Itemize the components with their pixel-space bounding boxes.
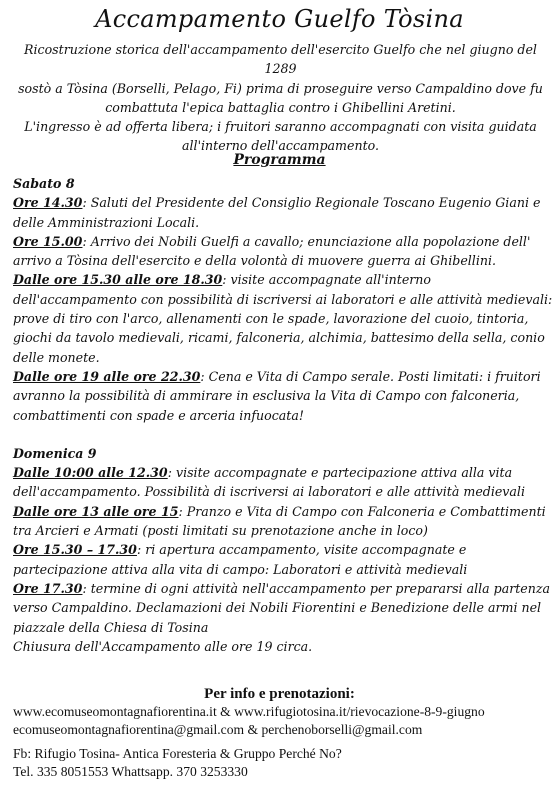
schedule-time: Dalle ore 19 alle ore 22.30 [13, 368, 201, 384]
program-body [13, 174, 553, 656]
schedule-item [13, 367, 553, 425]
schedule-time: Ore 15.30 – 17.30 [13, 542, 137, 558]
intro-line: all'interno dell'accampamento. [182, 138, 379, 154]
schedule-text: : ri apertura accampamento, visite accompagnate e partecipazione attiva alla vita di campo: Laboratori e attività medievali [13, 542, 468, 577]
info-links [13, 703, 558, 738]
facebook-line: Fb: Rifugio Tosina- Antica Foresteria & Gruppo Perché No? [13, 746, 342, 761]
schedule-text: : termine di ogni attività nell'accampamento per prepararsi alla partenza verso Campaldino. Declamazioni dei Nobili Fiorentini e Benedizione delle armi nel piazzale della Chiesa di Tosina [13, 580, 551, 635]
website-links[interactable]: www.ecomuseomontagnafiorentina.it & www.rifugiotosina.it/rievocazione-8-9-giugno [13, 704, 485, 719]
intro-paragraph [8, 40, 553, 156]
schedule-item [13, 540, 553, 579]
email-links[interactable]: ecomuseomontagnafiorentina@gmail.com & perchenoborselli@gmail.com [13, 721, 423, 737]
intro-line: combattuta l'epica battaglia contro i Ghibellini Aretini. [105, 99, 456, 115]
schedule-time: Dalle ore 15.30 alle ore 18.30 [13, 272, 223, 288]
intro-line: L'ingresso è ad offerta libera; i fruitori saranno accompagnati con visita guidata [24, 119, 537, 135]
schedule-item [13, 232, 553, 271]
schedule-item [13, 193, 553, 232]
schedule-text: : Cena e Vita di Campo serale. Posti limitati: i fruitori avranno la possibilità di ammirare in esclusiva la Vita di Campo con falconeria, combattimenti con spade e arceria infuocata! [13, 368, 541, 423]
schedule-item [13, 579, 553, 637]
closing-note: Chiusura dell'Accampamento alle ore 19 circa. [13, 638, 313, 654]
contact-block [13, 745, 558, 781]
schedule-text: : Saluti del Presidente del Consiglio Regionale Toscano Eugenio Giani e delle Amministrazioni Locali. [13, 195, 541, 230]
schedule-time: Dalle ore 13 alle ore 15 [13, 503, 179, 519]
schedule-text: : Pranzo e Vita di Campo con Falconeria e Combattimenti tra Arcieri e Armati (posti limitati su prenotazione anche in loco) [13, 503, 546, 539]
day-sunday-label: Domenica 9 [13, 445, 97, 461]
schedule-text: : Arrivo dei Nobili Guelfi a cavallo; enunciazione alla popolazione dell' arrivo a Tòsina dell'esercito e della volontà di muovere guerra ai Ghibellini. [13, 233, 531, 269]
schedule-item [13, 502, 553, 541]
schedule-time: Ore 15.00 [13, 233, 83, 249]
schedule-time: Ore 17.30 [13, 580, 83, 596]
schedule-item [13, 463, 553, 502]
intro-line: sostò a Tòsina (Borselli, Pelago, Fi) prima di proseguire verso Campaldino dove fu [18, 80, 543, 96]
day-saturday-label: Sabato 8 [13, 176, 75, 191]
schedule-time: Dalle 10:00 alle 12.30 [13, 465, 168, 481]
schedule-time: Ore 14.30 [13, 195, 83, 211]
spacer [13, 425, 553, 444]
phone-line: Tel. 335 8051553 Whattsapp. 370 3253330 [13, 764, 248, 779]
intro-line: Ricostruzione storica dell'accampamento dell'esercito Guelfo che nel giugno del 1289 [24, 42, 537, 77]
schedule-text: : visite accompagnate all'interno dell'accampamento con possibilità di iscriversi ai laboratori e alle attività medievali: prove di tiro con l'arco, allenamenti con le spade, lavorazione del cuoio, tintoria, giochi da tavolo medievali, ricami, falconeria, alchimia, battesimo della sella, conio delle monete. [13, 272, 553, 365]
flyer-title: Accampamento Guelfo Tòsina [95, 5, 464, 33]
schedule-text: : visite accompagnate e partecipazione attiva alla vita dell'accampamento. Possibilità di iscriversi ai laboratori e alle attività medievali [13, 465, 525, 500]
schedule-item [13, 270, 553, 366]
programma-heading: Programma [233, 152, 326, 168]
info-heading: Per info e prenotazioni: [204, 686, 355, 702]
